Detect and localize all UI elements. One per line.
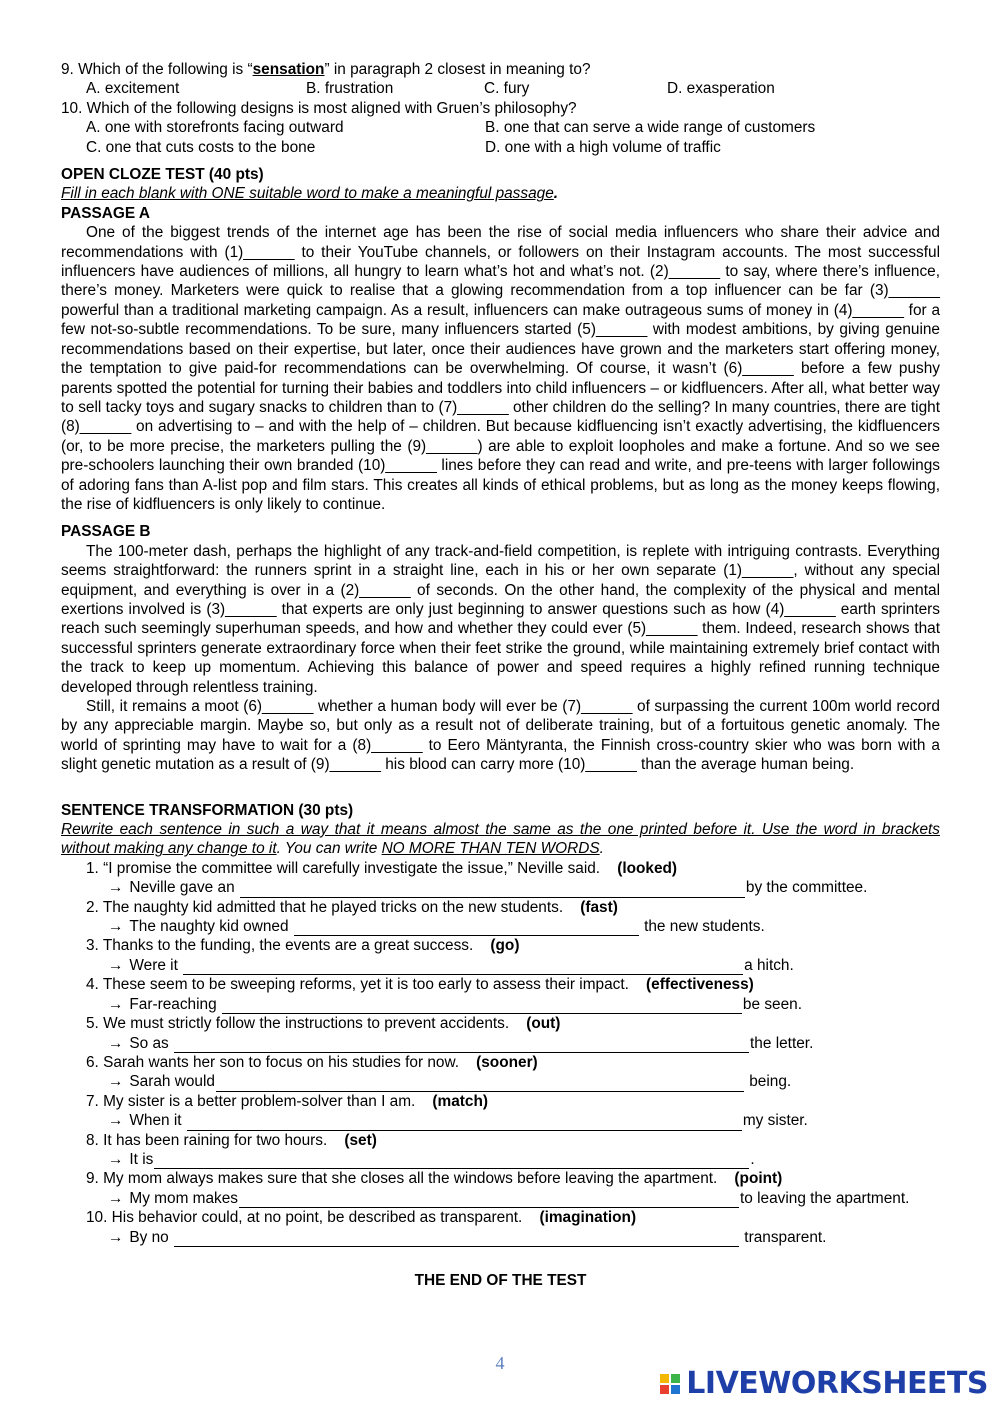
answer-blank-1[interactable]	[240, 883, 745, 898]
arrow-icon: →	[108, 956, 124, 974]
liveworksheets-logo-icon	[660, 1374, 680, 1394]
passage-a-text: One of the biggest trends of the internet age has been the rise of social media influencers who share their advice and recommendations with (1)______ to their YouTube channels, or followers on their Instagram accounts. The most successful influencers have audiences of millions, all hungry to learn what’s hot and what’s not. (2)______ to say, where there’s influence, there’s money. Marketers were quick to realise that a glowing recommendation from a top influencer can be far (3)______ powerful than a traditional marketing campaign. As a result, influencers can make outrageous sums of money in (4)______ for a few not-so-subtle recommendations. To be sure, many influencers started (5)______ with modest ambitions, by giving genuine recommendations based on their expertise, but later, once their audiences have grown and the marketers start offering money, the temptation to give paid-for recommendations can be overwhelming. Of course, it wasn’t (6)______ before a few pushy parents spotted the potential for turning their babies and toddlers into child influencers – or kidfluencers. After all, what better way to sell tacky toys and sugary snacks to children than to (7)______ other children do the selling? In many countries, there are tight (8)______ on advertising to – and with the help of – children. But because kidfluencing isn’t exactly advertising, the kidfluencers (or, to be more precise, the marketers pulling the (9)______) are able to exploit loopholes and make a fortune. And so we see pre-schoolers launching their own branded (10)______ lines before they can read and write, and pre-teens with larger followings of adoring fans than A-list pop and film stars. This creates all kinds of ethical problems, but as long as the money keeps flowing, the rise of kidfluencers is only likely to continue.	[61, 224, 940, 513]
transform-keyword-4: (effectiveness)	[646, 976, 754, 994]
transform-answer-row-5: → So as the letter.	[108, 1034, 814, 1052]
transform-question-1: 1. “I promise the committee will carefully investigate the issue,” Neville said. (looked)	[86, 859, 678, 877]
option-9c[interactable]: C. fury	[484, 80, 530, 98]
passage-b-paragraph-2: Still, it remains a moot (6)______ whether a human body will ever be (7)______ of surpassing the current 100m world record by any appreciable margin. Maybe so, but only as a result not of deliberate training, but of a fortuitous genetic anomaly. The world of sprinting may have to wait for a (8)______ to Eero Mäntyranta, the Finnish cross-country skier who was born with a slight genetic mutation as a result of (9)______ his blood can carry more (10)______ than the average human being.	[61, 698, 940, 774]
answer-blank-4[interactable]	[222, 999, 742, 1014]
logo-square-4	[671, 1385, 680, 1394]
transform-question-2: 2. The naughty kid admitted that he played tricks on the new students. (fast)	[86, 898, 618, 916]
transform-answer-row-4: → Far-reaching be seen.	[108, 995, 802, 1013]
transform-question-7: 7. My sister is a better problem-solver than I am. (match)	[86, 1092, 489, 1110]
answer-blank-7[interactable]	[187, 1116, 742, 1131]
arrow-icon: →	[108, 1034, 124, 1052]
arrow-icon: →	[108, 879, 124, 897]
arrow-icon: →	[108, 1150, 124, 1168]
option-10c[interactable]: C. one that cuts costs to the bone	[86, 138, 316, 156]
arrow-icon: →	[108, 1189, 124, 1207]
answer-blank-2[interactable]	[294, 921, 639, 936]
transform-answer-row-3: → Were it a hitch.	[108, 956, 794, 974]
transform-keyword-1: (looked)	[617, 859, 678, 877]
passage-a-title: PASSAGE A	[61, 204, 150, 222]
transform-answer-row-8: → It is .	[108, 1150, 755, 1168]
transform-keyword-3: (go)	[490, 937, 520, 955]
question-10-options-row1	[61, 118, 940, 137]
transform-keyword-7: (match)	[432, 1092, 489, 1110]
worksheet-page	[61, 60, 940, 1290]
arrow-icon: →	[108, 995, 124, 1013]
transform-question-8: 8. It has been raining for two hours. (set)	[86, 1131, 377, 1149]
transform-keyword-2: (fast)	[580, 898, 618, 916]
answer-blank-5[interactable]	[174, 1038, 749, 1053]
transform-keyword-10: (imagination)	[539, 1209, 637, 1227]
option-9b[interactable]: B. frustration	[306, 80, 394, 98]
transform-question-5: 5. We must strictly follow the instructions to prevent accidents. (out)	[86, 1015, 561, 1033]
option-9d[interactable]: D. exasperation	[667, 80, 775, 98]
transform-answer-row-7: → When it my sister.	[108, 1112, 808, 1130]
transform-answer-row-9: → My mom makes to leaving the apartment.	[108, 1189, 910, 1207]
transform-instruction: Rewrite each sentence in such a way that it means almost the same as the one printed before it. Use the word in brackets without making any change to it. You can write NO MORE THAN TEN WORDS.	[61, 821, 940, 858]
transform-list	[61, 859, 940, 1247]
question-9-suffix: ” in paragraph 2 closest in meaning to?	[324, 61, 591, 78]
logo-square-1	[660, 1374, 669, 1383]
question-10: 10. Which of the following designs is most aligned with Gruen’s philosophy?	[61, 99, 577, 117]
transform-question-10: 10. His behavior could, at no point, be described as transparent. (imagination)	[86, 1209, 637, 1227]
page-number: 4	[495, 1353, 505, 1373]
question-10-options-row2	[61, 138, 940, 157]
option-10a[interactable]: A. one with storefronts facing outward	[86, 119, 344, 137]
transform-keyword-6: (sooner)	[476, 1053, 538, 1071]
transform-answer-row-10: → By no transparent.	[108, 1228, 827, 1246]
transform-keyword-5: (out)	[526, 1015, 561, 1033]
passage-b-paragraph-1: The 100-meter dash, perhaps the highlight of any track-and-field competition, is replete with intriguing contrasts. Everything seems straightforward: the runners sprint in a straight line, each in his or her own separate (1)______, without any special equipment, and everything is over in a (2)______ of seconds. On the other hand, the complexity of the physical and mental exertions involved is (3)______ that experts are only just beginning to answer questions such as how (4)______ earth sprinters reach such seemingly superhuman speeds, and how and whether they could ever (5)______ them. Indeed, research shows that successful sprinters generate extraordinary force when their feet strike the ground, while maintaining extremely brief contact with the track to keep up momentum. Achieving this balance of power and speed requires a highly refined running technique developed through relentless training.	[61, 542, 940, 696]
liveworksheets-logo-text: LIVEWORKSHEETS	[686, 1366, 988, 1402]
logo-square-2	[671, 1374, 680, 1383]
answer-blank-10[interactable]	[174, 1232, 739, 1247]
transform-question-9: 9. My mom always makes sure that she closes all the windows before leaving the apartment. (point)	[86, 1170, 783, 1188]
answer-blank-8[interactable]	[154, 1154, 749, 1169]
liveworksheets-logo	[660, 1366, 988, 1402]
transform-answer-row-2: → The naughty kid owned the new students.	[108, 918, 765, 936]
transform-answer-row-1: → Neville gave an by the committee.	[108, 879, 868, 897]
answer-blank-6[interactable]	[216, 1077, 744, 1092]
question-9-keyword: sensation	[252, 61, 325, 78]
transform-answer-row-6: → Sarah would being.	[108, 1073, 792, 1091]
transform-keyword-9: (point)	[734, 1170, 783, 1188]
logo-square-3	[660, 1385, 669, 1394]
answer-blank-3[interactable]	[183, 960, 743, 975]
option-10d[interactable]: D. one with a high volume of traffic	[485, 138, 721, 156]
arrow-icon: →	[108, 1112, 124, 1130]
transform-heading: SENTENCE TRANSFORMATION (30 pts)	[61, 801, 354, 819]
transform-question-4: 4. These seem to be sweeping reforms, yet it is too early to assess their impact. (effectiveness)	[86, 976, 754, 994]
end-of-test: THE END OF THE TEST	[414, 1271, 587, 1289]
passage-b-title: PASSAGE B	[61, 523, 151, 541]
answer-blank-9[interactable]	[239, 1193, 739, 1208]
option-10b[interactable]: B. one that can serve a wide range of customers	[485, 119, 816, 137]
option-9a[interactable]: A. excitement	[86, 80, 180, 98]
arrow-icon: →	[108, 1073, 124, 1091]
question-9	[61, 60, 940, 79]
arrow-icon: →	[108, 1228, 124, 1246]
question-9-options	[61, 79, 940, 98]
arrow-icon: →	[108, 918, 124, 936]
transform-keyword-8: (set)	[344, 1131, 377, 1149]
transform-question-6: 6. Sarah wants her son to focus on his studies for now. (sooner)	[86, 1053, 538, 1071]
cloze-instruction: Fill in each blank with ONE suitable word to make a meaningful passage.	[61, 185, 559, 203]
transform-question-3: 3. Thanks to the funding, the events are a great success. (go)	[86, 937, 520, 955]
question-9-prefix: 9. Which of the following is “	[61, 61, 253, 78]
cloze-heading: OPEN CLOZE TEST (40 pts)	[61, 166, 264, 184]
